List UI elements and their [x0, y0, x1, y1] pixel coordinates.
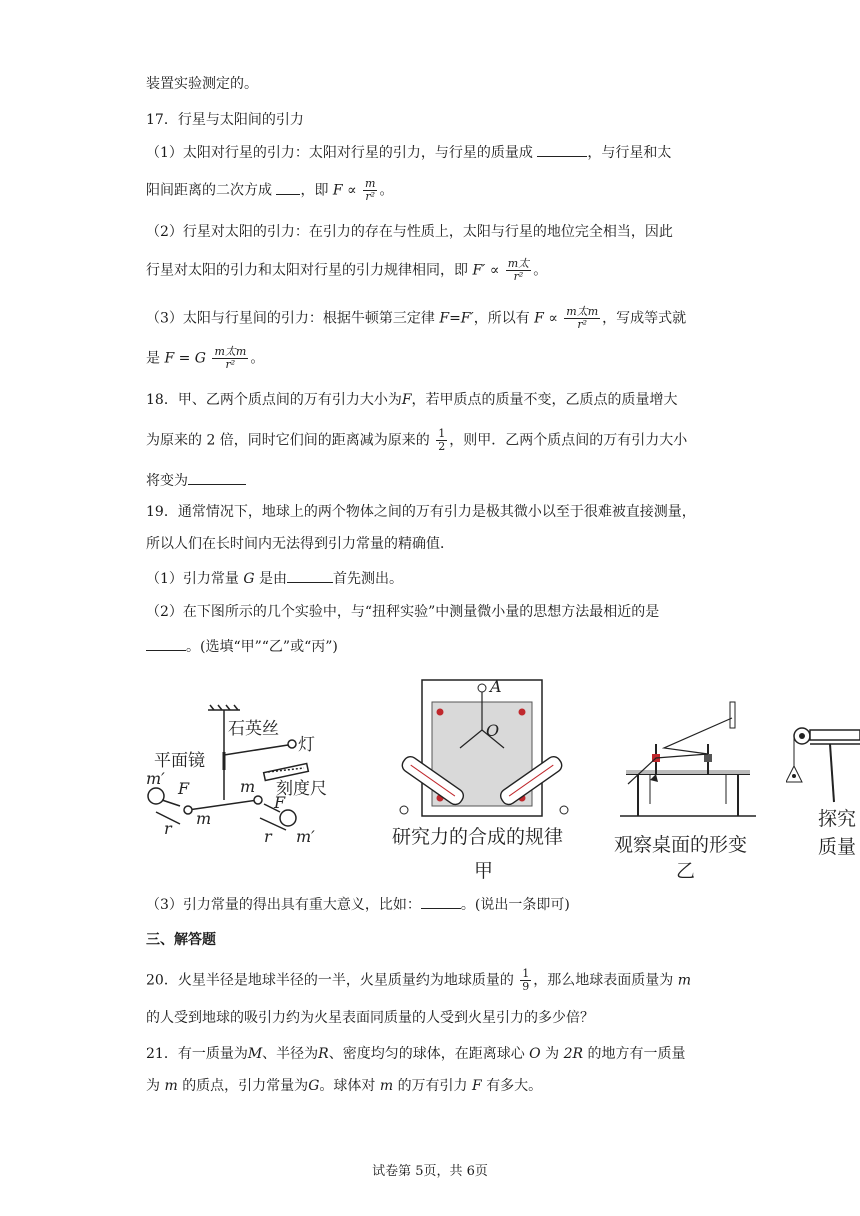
caption-table-deformation: 观察桌面的形变	[614, 834, 748, 856]
q18-line3: 将变为	[146, 470, 246, 491]
caption-partial-1: 探究	[818, 808, 857, 830]
q18-line2: 为原来的 2 倍，同时它们间的距离减为原来的 $\frac{1}{2}$ ，则甲．乙两个质点间的万有引力大小	[146, 427, 688, 453]
label-r-left: r	[164, 819, 172, 838]
label-F-left: F	[178, 779, 190, 798]
label-m-right: m	[240, 777, 256, 796]
q17-part1-line1: （1）太阳对行星的引力：太阳对行星的引力，与行星的质量成 ，与行星和太	[146, 142, 671, 163]
label-r-right: r	[264, 827, 272, 846]
label-m-prime-left: m′	[146, 769, 165, 788]
label-point-A: A	[490, 677, 502, 696]
q20-line2: 的人受到地球的吸引力约为火星表面同质量的人受到火星引力的多少倍？	[146, 1010, 594, 1026]
q19-part3: （3）引力常量的得出具有重大意义，比如： 。(说出一条即可)	[146, 894, 570, 915]
label-point-O: O	[486, 721, 500, 740]
label-m-left: m	[196, 809, 212, 828]
fraction-mtai-over-r2: $\frac{\text{m太}}{\text{r²}}$	[507, 257, 530, 283]
torsion-balance-figure	[140, 700, 370, 850]
text-line-continuation: 装置实验测定的。	[146, 76, 258, 92]
q17-title: 17．行星与太阳间的引力	[146, 112, 304, 128]
answer-blank[interactable]	[537, 142, 587, 157]
label-m-prime-right: m′	[296, 827, 315, 846]
q20-line1: 20．火星半径是地球半径的一半，火星质量约为地球质量的 $\frac{1}{9}$ ，那么地球表面质量为 m	[146, 967, 692, 993]
q19-line2: 所以人们在长时间内无法得到引力常量的精确值．	[146, 536, 454, 552]
caption-force-composition: 研究力的合成的规律	[392, 826, 564, 848]
label-yi: 乙	[676, 860, 696, 882]
q17-part3-line1: （3）太阳与行星间的引力：根据牛顿第三定律 F=F′，所以有 F ∝ $\frac{\text{m太m}}{\text{r²}}$ ，写成等式就	[146, 305, 687, 331]
q19-line1: 19．通常情况下，地球上的两个物体之间的万有引力是极其微小以至于很难被直接测量，	[146, 504, 696, 520]
q17-part2-line1: （2）行星对太阳的引力：在引力的存在与性质上，太阳与行星的地位完全相当，因此	[146, 224, 673, 240]
q17-part2-line2: 行星对太阳的引力和太阳对行星的引力规律相同，即 F′ ∝ $\frac{\text{m太}}{\text{r²}}$ 。	[146, 257, 548, 283]
label-lamp: 灯	[298, 735, 315, 755]
label-jia: 甲	[474, 860, 494, 882]
q19-part1: （1）引力常量 G 是由 首先测出。	[146, 568, 403, 589]
q17-part3-line2: 是 F = G $\frac{\text{m太m}}{\text{r²}}$ 。	[146, 345, 265, 371]
fraction-m-over-r2: $\frac{m}{\text{r²}}$	[365, 177, 376, 203]
cropped-experiment-figure	[786, 722, 860, 812]
label-quartz-fiber: 石英丝	[228, 719, 279, 739]
page-footer: 试卷第 5页，共 6页	[372, 1164, 488, 1179]
label-plane-mirror: 平面镜	[154, 751, 205, 771]
answer-blank[interactable]	[287, 568, 333, 583]
label-scale: 刻度尺	[276, 779, 327, 799]
q19-part2-line2: 。(选填“甲”“乙”或“丙”)	[146, 636, 338, 657]
answer-blank[interactable]	[146, 636, 186, 651]
q19-part2-line1: （2）在下图所示的几个实验中，与“扭秤实验”中测量微小量的思想方法最相近的是	[146, 604, 660, 620]
q21-line1: 21．有一质量为M、半径为R、密度均匀的球体，在距离球心 O 为 2R 的地方有一质量	[146, 1046, 686, 1062]
caption-partial-2: 质量	[818, 836, 857, 858]
fraction-one-ninth: $\frac{1}{9}$	[522, 967, 530, 993]
fraction-one-half: $\frac{1}{2}$	[438, 427, 446, 453]
q21-line2: 为 m 的质点，引力常量为G。球体对 m 的万有引力 F 有多大。	[146, 1078, 543, 1094]
q17-part1-line2: 阳间距离的二次方成 ，即 F ∝ $\frac{m}{\text{r²}}$ 。	[146, 177, 394, 203]
answer-blank[interactable]	[188, 470, 246, 485]
force-composition-figure	[392, 676, 582, 822]
label-F-right: F	[274, 793, 286, 812]
q18-line1: 18．甲、乙两个质点间的万有引力大小为F，若甲质点的质量不变，乙质点的质量增大	[146, 392, 678, 408]
answer-blank[interactable]	[421, 894, 461, 909]
table-deformation-figure	[620, 696, 760, 822]
answer-blank[interactable]	[276, 180, 300, 195]
section-heading-solutions: 三、解答题	[146, 932, 216, 948]
fraction-mtaim-over-r2: $\frac{\text{m太m}}{\text{r²}}$	[566, 305, 599, 331]
fraction-mtaim-over-r2: $\frac{\text{m太m}}{\text{r²}}$	[214, 345, 247, 371]
